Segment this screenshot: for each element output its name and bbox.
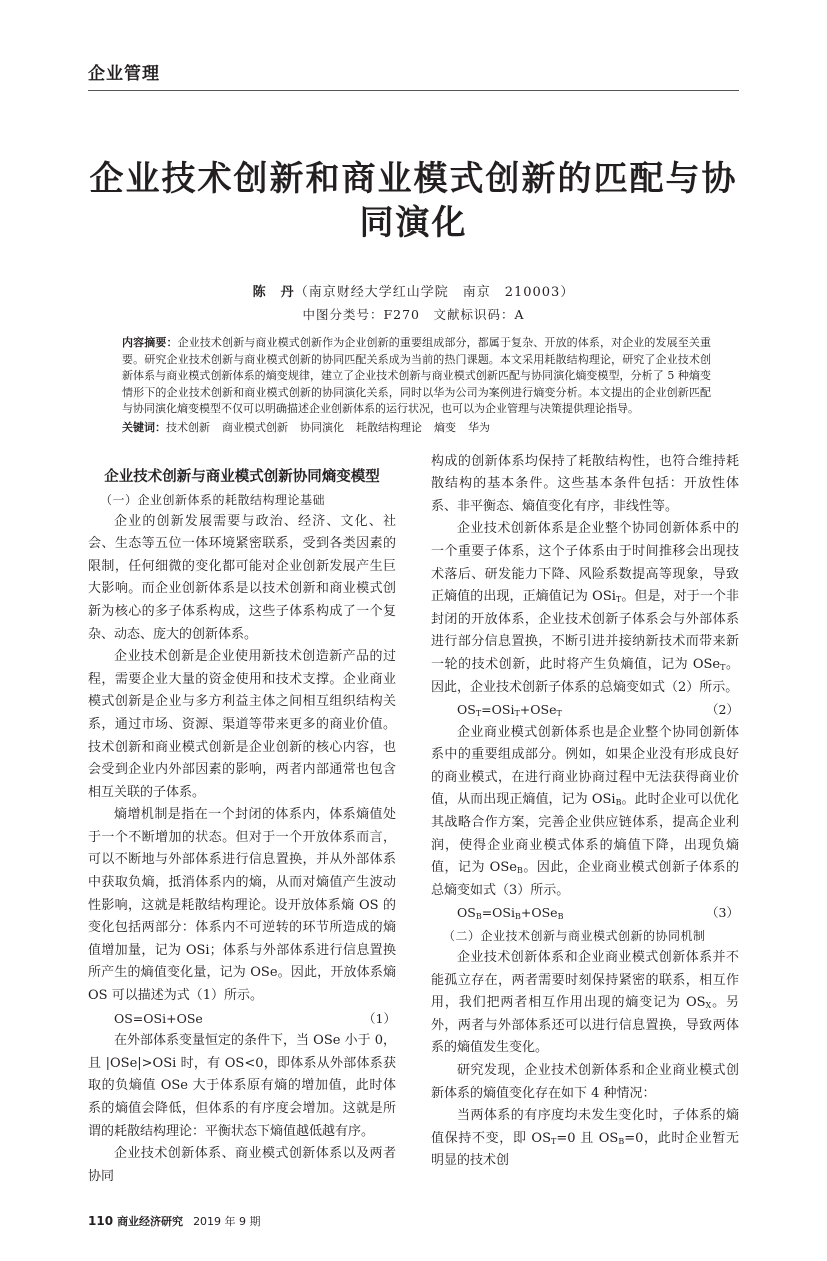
paragraph: 研究发现，企业技术创新体系和企业商业模式创新体系的熵值变化存在如下 4 种情况： [431, 1063, 739, 1101]
body-columns [88, 451, 739, 1189]
paragraph [431, 518, 739, 699]
text: 当两体系的有序度均未发生变化时，子体系的熵值保持不变，即 OS [431, 1108, 739, 1146]
text: =OSi [481, 905, 515, 921]
paragraph: 构成的创新体系均保持了耗散结构性，也符合维持耗散结构的基本条件。这些基本条件包括：开放性体系、非平衡态、熵值变化有序，非线性等。 [431, 453, 739, 514]
paragraph: 企业技术创新是企业使用新技术创造新产品的过程，需要企业大量的资金使用和技术支撑。企业商业模式创新是企业与多方利益主体之间相互组织结构关系，通过市场、资源、渠道等带来更多的商业价值。技术创新和商业模式创新是企业创新的核心内容，也会受到企业内外部因素的影响，两者内部通常也包含相互关联的子体系。 [88, 649, 396, 800]
abstract [122, 335, 711, 418]
equation-formula: OS=OSi+OSe [114, 1010, 203, 1026]
equation-1 [88, 1008, 396, 1031]
paragraph: 熵增机制是指在一个封闭的体系内，体系熵值处于一个不断增加的状态。但对于一个开放体系而言，可以不断地与外部体系进行信息置换，并从外部体系中获取负熵，抵消体系内的熵，从而对熵值产生波动性影响，这就是耗散结构理论。设开放体系熵 OS 的变化包括两部分：体系内不可逆转的环节所造成的熵值增加量，记为 OSi；体系与外部体系进行信息置换所产生的熵值变化量，记为 OSe。因此，开放体系熵 OS 可以描述为式（1）所示。 [88, 807, 396, 1004]
text: 。因此，企业技术创新子体系的总熵变如式（2）所示。 [431, 656, 739, 695]
subscript: T [475, 709, 482, 719]
keyword: 耗散结构理论 [356, 420, 422, 434]
equation-formula [457, 699, 562, 722]
text: 企业技术创新体系是企业整个协同创新体系中的一个重要子体系，这个子体系由于时间推移会出现技术落后、研发能力下降、风险系数提高等现象，导致正熵值的出现，正熵值记为 OSi [431, 521, 739, 605]
subsection-heading: （一）企业创新体系的耗散结构理论基础 [100, 492, 326, 507]
author-line [88, 283, 739, 303]
subscript: B [475, 912, 482, 922]
text: 企业商业模式创新体系也是企业整个协同创新体系中的重要组成部分。例如，如果企业没有形成良好的商业模式，在进行商业协商过程中无法获得商业价值，从而出现正熵值，记为 OSi [431, 724, 739, 808]
text: 。另外，两者与外部体系还可以进行信息置换，导致两体系的熵值发生变化。 [431, 995, 739, 1056]
keyword: 华为 [468, 420, 490, 434]
text: 企业技术创新体系和企业商业模式创新体系并不能孤立存在，两者需要时刻保持紧密的联系，相互作用，我们把两者相互作用出现的熵变记为 OS [431, 950, 739, 1011]
text: =OSi [481, 702, 515, 718]
journal-issue: 2019 年 9 期 [193, 1215, 261, 1229]
equation-number: （1） [363, 1010, 396, 1026]
subscript: X [705, 1001, 712, 1011]
subscript: B [516, 866, 523, 876]
subsection-heading: （二）企业技术创新与商业模式创新的协同机制 [443, 929, 706, 944]
text: +OSe [520, 905, 558, 921]
paragraph [431, 722, 739, 903]
equation-number: （2） [706, 702, 739, 718]
keyword: 协同演化 [300, 420, 344, 434]
text: +OSe [519, 702, 557, 718]
text: =0，此时企业暂无明显的技术创 [431, 1130, 739, 1169]
paragraph [431, 1105, 739, 1173]
author-name: 陈 丹 [252, 285, 295, 300]
keyword: 技术创新 [166, 420, 210, 434]
keyword: 商业模式创新 [222, 420, 288, 434]
section-header: 企业管理 [88, 64, 160, 84]
text: OS [457, 702, 476, 718]
keyword: 熵变 [434, 420, 456, 434]
subscript: T [514, 709, 520, 719]
section-heading: 企业技术创新与商业模式创新协同熵变模型 [104, 468, 380, 485]
equation-3 [431, 902, 739, 925]
page-footer [88, 1212, 739, 1231]
abstract-text: 企业技术创新与商业模式创新作为企业创新的重要组成部分，都属于复杂、开放的体系，对企业的发展至关重要。研究企业技术创新与商业模式创新的协同匹配关系成为当前的热门课题。本文采用耗散结构理论，研究了企业技术创新体系与商业模式创新体系的熵变规律，建立了企业技术创新与商业模式创新匹配与协同演化熵变模型，分析了 5 种熵变情形下的企业技术创新和商业模式创新的协同演化关系，同时以华为公司为案例进行熵变分析。本文提出的企业创新匹配与协同演化熵变模型不仅可以明确描述企业创新体系的运行状况，也可以为企业管理与决策提供理论指导。 [122, 336, 711, 416]
paragraph: 在外部体系变量恒定的条件下，当 OSe 小于 0，且 |OSe|>OSi 时，有 OS<0，即体系从外部体系获取的负熵值 OSe 大于体系原有熵的增加值，此时体系的熵值会降低，但体系的有序度会增加。这就是所谓的耗散结构理论：平衡状态下熵值越低越有序。 [88, 1033, 396, 1139]
abstract-label: 内容摘要： [122, 336, 178, 349]
keywords-label: 关键词： [122, 420, 166, 434]
subscript: B [557, 912, 564, 922]
text: =0 且 OS [556, 1130, 619, 1146]
journal-name: 商业经济研究 [117, 1215, 184, 1229]
left-column [88, 451, 396, 1189]
paragraph: 企业的创新发展需要与政治、经济、文化、社会、生态等五位一体环境紧密联系，受到各类因素的限制，任何细微的变化都可能对企业创新发展产生巨大影响。而企业创新体系是以技术创新和商业模式创新为核心的多子体系构成，这些子体系构成了一个复杂、动态、庞大的创新体系。 [88, 513, 396, 642]
equation-2 [431, 699, 739, 722]
classification-line: 中图分类号：F270 文献标识码：A [302, 307, 525, 322]
subscript: B [618, 1136, 625, 1146]
text: 。但是，对于一个非封闭的开放体系，企业技术创新子体系会与外部体系进行部分信息置换，不断引进并接纳新技术而带来新一轮的技术创新，此时将产生负熵值，记为 OSe [431, 589, 739, 672]
subscript: T [720, 662, 726, 672]
paragraph [431, 947, 739, 1060]
equation-number: （3） [706, 905, 739, 921]
text: 。因此，企业商业模式创新子体系的总熵变如式（3）所示。 [431, 860, 739, 898]
subscript: T [556, 709, 562, 719]
article-title: 企业技术创新和商业模式创新的匹配与协同演化 [89, 159, 738, 243]
subscript: B [615, 798, 622, 808]
right-column [431, 451, 739, 1173]
page-number: 110 [88, 1214, 114, 1229]
subscript: T [550, 1136, 557, 1146]
text: OS [457, 905, 476, 921]
paragraph: 企业技术创新体系、商业模式创新体系以及两者协同 [88, 1146, 396, 1184]
text: 。此时企业可以优化其战略合作方案，完善企业供应链体系，提高企业利润，使得企业商业模式体系的熵值下降，出现负熵值，记为 OSe [431, 792, 739, 876]
keywords [122, 420, 711, 437]
header-rule [88, 90, 739, 91]
author-affiliation: （南京财经大学红山学院 南京 210003） [294, 285, 575, 300]
subscript: T [615, 595, 622, 605]
subscript: B [515, 912, 521, 922]
equation-formula [457, 902, 563, 925]
